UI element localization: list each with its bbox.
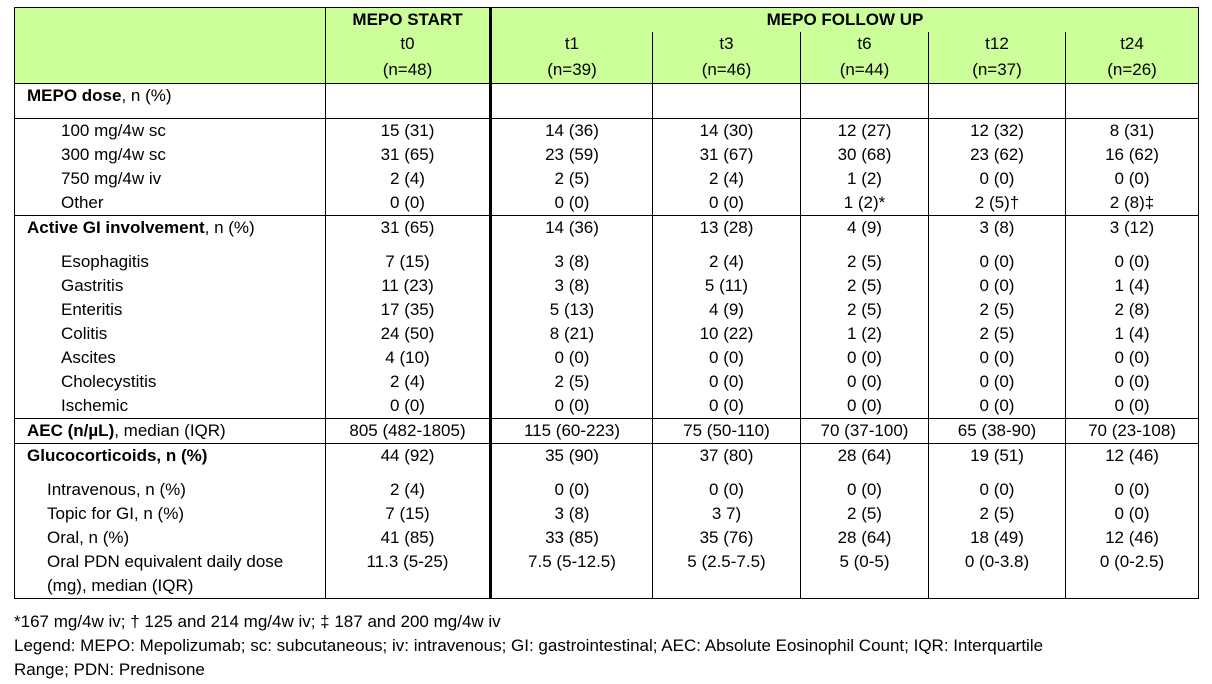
cell-value: 0 (0) bbox=[1066, 346, 1199, 370]
cell-value: 23 (59) bbox=[491, 143, 653, 167]
row-label: Cholecystitis bbox=[61, 372, 157, 391]
cell-value: 2 (5) bbox=[801, 274, 929, 298]
cell-value: 0 (0) bbox=[1066, 478, 1199, 502]
cell-value: 0 (0) bbox=[1066, 250, 1199, 274]
cell-value: 2 (4) bbox=[326, 167, 491, 191]
cell-value: 14 (36) bbox=[491, 216, 653, 241]
cell-value: 4 (9) bbox=[801, 216, 929, 241]
header-row-groups bbox=[15, 8, 1199, 33]
cell-value: 2 (4) bbox=[326, 478, 491, 502]
cell-value: 24 (50) bbox=[326, 322, 491, 346]
cell-value: 35 (76) bbox=[653, 526, 801, 550]
row-label: 100 mg/4w sc bbox=[61, 121, 166, 140]
table-row bbox=[15, 502, 1199, 526]
section-title: MEPO dose, n (%) bbox=[27, 86, 172, 105]
timepoint-t24: t24 bbox=[1066, 32, 1199, 56]
cell-value: 0 (0) bbox=[326, 191, 491, 216]
footnote-symbols: *167 mg/4w iv; † 125 and 214 mg/4w iv; ‡ 187 and 200 mg/4w iv bbox=[14, 612, 501, 631]
cell-value: 2 (5) bbox=[491, 167, 653, 191]
row-label: Ischemic bbox=[61, 396, 129, 415]
mepo-start-header: MEPO START bbox=[326, 8, 491, 33]
cell-value: 33 (85) bbox=[491, 526, 653, 550]
row-label: 750 mg/4w iv bbox=[61, 169, 162, 188]
row-aec bbox=[15, 419, 1199, 444]
row-label: Enteritis bbox=[61, 300, 123, 319]
table-row bbox=[15, 250, 1199, 274]
cell-value: 31 (65) bbox=[326, 143, 491, 167]
row-label: Oral, n (%) bbox=[47, 528, 130, 547]
count-t12: (n=37) bbox=[929, 56, 1066, 84]
cell-value: 2 (5) bbox=[801, 502, 929, 526]
cell-value: 0 (0) bbox=[491, 346, 653, 370]
cell-value: 12 (27) bbox=[801, 119, 929, 144]
table-row bbox=[15, 167, 1199, 191]
table-row bbox=[15, 274, 1199, 298]
footnote-legend-cont: Range; PDN: Prednisone bbox=[14, 660, 205, 679]
section-title: Active GI involvement, n (%) bbox=[27, 218, 255, 237]
section-title: Glucocorticoids, n (%) bbox=[27, 446, 208, 465]
cell-value: 0 (0) bbox=[1066, 502, 1199, 526]
cell-value: 0 (0) bbox=[491, 478, 653, 502]
header-row-counts bbox=[15, 56, 1199, 84]
timepoint-t1: t1 bbox=[491, 32, 653, 56]
cell-value: 28 (64) bbox=[801, 526, 929, 550]
cell-value: 23 (62) bbox=[929, 143, 1066, 167]
cell-value: 7 (15) bbox=[326, 250, 491, 274]
cell-value: 0 (0) bbox=[653, 394, 801, 419]
cell-value: 2 (5) bbox=[801, 250, 929, 274]
timepoint-t0: t0 bbox=[326, 32, 491, 56]
table-row bbox=[15, 370, 1199, 394]
count-t6: (n=44) bbox=[801, 56, 929, 84]
cell-value: 2 (8)‡ bbox=[1066, 191, 1199, 216]
footnote-legend: Legend: MEPO: Mepolizumab; sc: subcutaneous; iv: intravenous; GI: gastrointestinal; AEC: Absolute Eosinophil Count; IQR: Interquartile bbox=[14, 636, 1044, 655]
cell-value: 0 (0-3.8) bbox=[929, 550, 1066, 599]
table-row bbox=[15, 346, 1199, 370]
table-row bbox=[15, 478, 1199, 502]
cell-value: 3 (8) bbox=[491, 274, 653, 298]
cell-value: 31 (65) bbox=[326, 216, 491, 241]
cell-value: 1 (4) bbox=[1066, 322, 1199, 346]
cell-value: 0 (0) bbox=[929, 250, 1066, 274]
cell-value: 0 (0) bbox=[801, 478, 929, 502]
cell-value: 1 (2)* bbox=[801, 191, 929, 216]
section-title: AEC (n/µL), median (IQR) bbox=[27, 421, 226, 440]
row-label: Esophagitis bbox=[61, 252, 149, 271]
cell-value: 0 (0) bbox=[653, 478, 801, 502]
cell-value: 30 (68) bbox=[801, 143, 929, 167]
cell-value: 1 (4) bbox=[1066, 274, 1199, 298]
cell-value: 0 (0) bbox=[929, 167, 1066, 191]
cell-value: 0 (0) bbox=[653, 346, 801, 370]
cell-value: 0 (0) bbox=[491, 191, 653, 216]
cell-value: 0 (0) bbox=[929, 346, 1066, 370]
cell-value: 19 (51) bbox=[929, 444, 1066, 469]
cell-value: 13 (28) bbox=[653, 216, 801, 241]
count-t1: (n=39) bbox=[491, 56, 653, 84]
cell-value: 1 (2) bbox=[801, 322, 929, 346]
header-row-timepoints bbox=[15, 32, 1199, 56]
cell-value: 0 (0) bbox=[1066, 394, 1199, 419]
cell-value: 28 (64) bbox=[801, 444, 929, 469]
timepoint-t3: t3 bbox=[653, 32, 801, 56]
cell-value: 5 (13) bbox=[491, 298, 653, 322]
cell-value: 18 (49) bbox=[929, 526, 1066, 550]
count-t24: (n=26) bbox=[1066, 56, 1199, 84]
row-label: Colitis bbox=[61, 324, 108, 343]
cell-value: 0 (0) bbox=[653, 370, 801, 394]
cell-value: 2 (4) bbox=[653, 167, 801, 191]
cell-value: 805 (482-1805) bbox=[326, 419, 491, 444]
cell-value: 2 (8) bbox=[1066, 298, 1199, 322]
section-header-mepo-dose bbox=[15, 84, 1199, 109]
cell-value: 17 (35) bbox=[326, 298, 491, 322]
cell-value: 5 (11) bbox=[653, 274, 801, 298]
cell-value: 0 (0) bbox=[801, 346, 929, 370]
cell-value: 0 (0-2.5) bbox=[1066, 550, 1199, 599]
cell-value: 0 (0) bbox=[929, 394, 1066, 419]
cell-value: 70 (37-100) bbox=[801, 419, 929, 444]
section-header-gi bbox=[15, 216, 1199, 241]
timepoint-t6: t6 bbox=[801, 32, 929, 56]
cell-value: 70 (23-108) bbox=[1066, 419, 1199, 444]
cell-value: 0 (0) bbox=[929, 274, 1066, 298]
cell-value: 7 (15) bbox=[326, 502, 491, 526]
cell-value: 3 7) bbox=[653, 502, 801, 526]
table-row bbox=[15, 119, 1199, 144]
cell-value: 2 (5) bbox=[929, 322, 1066, 346]
cell-value: 2 (5) bbox=[491, 370, 653, 394]
cell-value: 0 (0) bbox=[801, 394, 929, 419]
cell-value: 0 (0) bbox=[929, 478, 1066, 502]
table-row bbox=[15, 298, 1199, 322]
cell-value: 37 (80) bbox=[653, 444, 801, 469]
cell-value: 1 (2) bbox=[801, 167, 929, 191]
cell-value: 2 (4) bbox=[653, 250, 801, 274]
row-label: Ascites bbox=[61, 348, 116, 367]
cell-value: 2 (4) bbox=[326, 370, 491, 394]
cell-value: 0 (0) bbox=[1066, 167, 1199, 191]
cell-value: 5 (2.5-7.5) bbox=[653, 550, 801, 599]
cell-value: 2 (5) bbox=[929, 298, 1066, 322]
cell-value: 35 (90) bbox=[491, 444, 653, 469]
cell-value: 44 (92) bbox=[326, 444, 491, 469]
table-row bbox=[15, 191, 1199, 216]
row-label: 300 mg/4w sc bbox=[61, 145, 166, 164]
table-row bbox=[15, 526, 1199, 550]
cell-value: 0 (0) bbox=[1066, 370, 1199, 394]
cell-value: 5 (0-5) bbox=[801, 550, 929, 599]
count-t0: (n=48) bbox=[326, 56, 491, 84]
row-oral-pdn-dose bbox=[15, 550, 1199, 599]
cell-value: 115 (60-223) bbox=[491, 419, 653, 444]
row-label: Gastritis bbox=[61, 276, 124, 295]
cell-value: 11 (23) bbox=[326, 274, 491, 298]
cell-value: 4 (9) bbox=[653, 298, 801, 322]
table-row bbox=[15, 394, 1199, 419]
cell-value: 12 (46) bbox=[1066, 526, 1199, 550]
cell-value: 4 (10) bbox=[326, 346, 491, 370]
cell-value: 2 (5)† bbox=[929, 191, 1066, 216]
row-label: Intravenous, n (%) bbox=[47, 480, 186, 499]
cell-value: 2 (5) bbox=[929, 502, 1066, 526]
timepoint-t12: t12 bbox=[929, 32, 1066, 56]
count-t3: (n=46) bbox=[653, 56, 801, 84]
cell-value: 15 (31) bbox=[326, 119, 491, 144]
cell-value: 12 (46) bbox=[1066, 444, 1199, 469]
row-label: Topic for GI, n (%) bbox=[47, 504, 184, 523]
cell-value: 3 (8) bbox=[491, 502, 653, 526]
cell-value: 31 (67) bbox=[653, 143, 801, 167]
cell-value: 2 (5) bbox=[801, 298, 929, 322]
cell-value: 8 (31) bbox=[1066, 119, 1199, 144]
table-row bbox=[15, 322, 1199, 346]
cell-value: 14 (30) bbox=[653, 119, 801, 144]
cell-value: 12 (32) bbox=[929, 119, 1066, 144]
section-header-glucocorticoids bbox=[15, 444, 1199, 469]
cell-value: 11.3 (5-25) bbox=[326, 550, 491, 599]
cell-value: 41 (85) bbox=[326, 526, 491, 550]
cell-value: 3 (12) bbox=[1066, 216, 1199, 241]
cell-value: 16 (62) bbox=[1066, 143, 1199, 167]
cell-value: 75 (50-110) bbox=[653, 419, 801, 444]
cell-value: 0 (0) bbox=[929, 370, 1066, 394]
row-label: Oral PDN equivalent daily dose (mg), median (IQR) bbox=[47, 552, 284, 595]
mepo-follow-up-header: MEPO FOLLOW UP bbox=[491, 8, 1199, 33]
cell-value: 10 (22) bbox=[653, 322, 801, 346]
cell-value: 0 (0) bbox=[326, 394, 491, 419]
table-row bbox=[15, 143, 1199, 167]
results-table bbox=[14, 7, 1199, 599]
cell-value: 7.5 (5-12.5) bbox=[491, 550, 653, 599]
cell-value: 0 (0) bbox=[653, 191, 801, 216]
cell-value: 65 (38-90) bbox=[929, 419, 1066, 444]
cell-value: 0 (0) bbox=[801, 370, 929, 394]
cell-value: 14 (36) bbox=[491, 119, 653, 144]
row-label: Other bbox=[61, 193, 104, 212]
cell-value: 3 (8) bbox=[491, 250, 653, 274]
cell-value: 8 (21) bbox=[491, 322, 653, 346]
cell-value: 3 (8) bbox=[929, 216, 1066, 241]
cell-value: 0 (0) bbox=[491, 394, 653, 419]
